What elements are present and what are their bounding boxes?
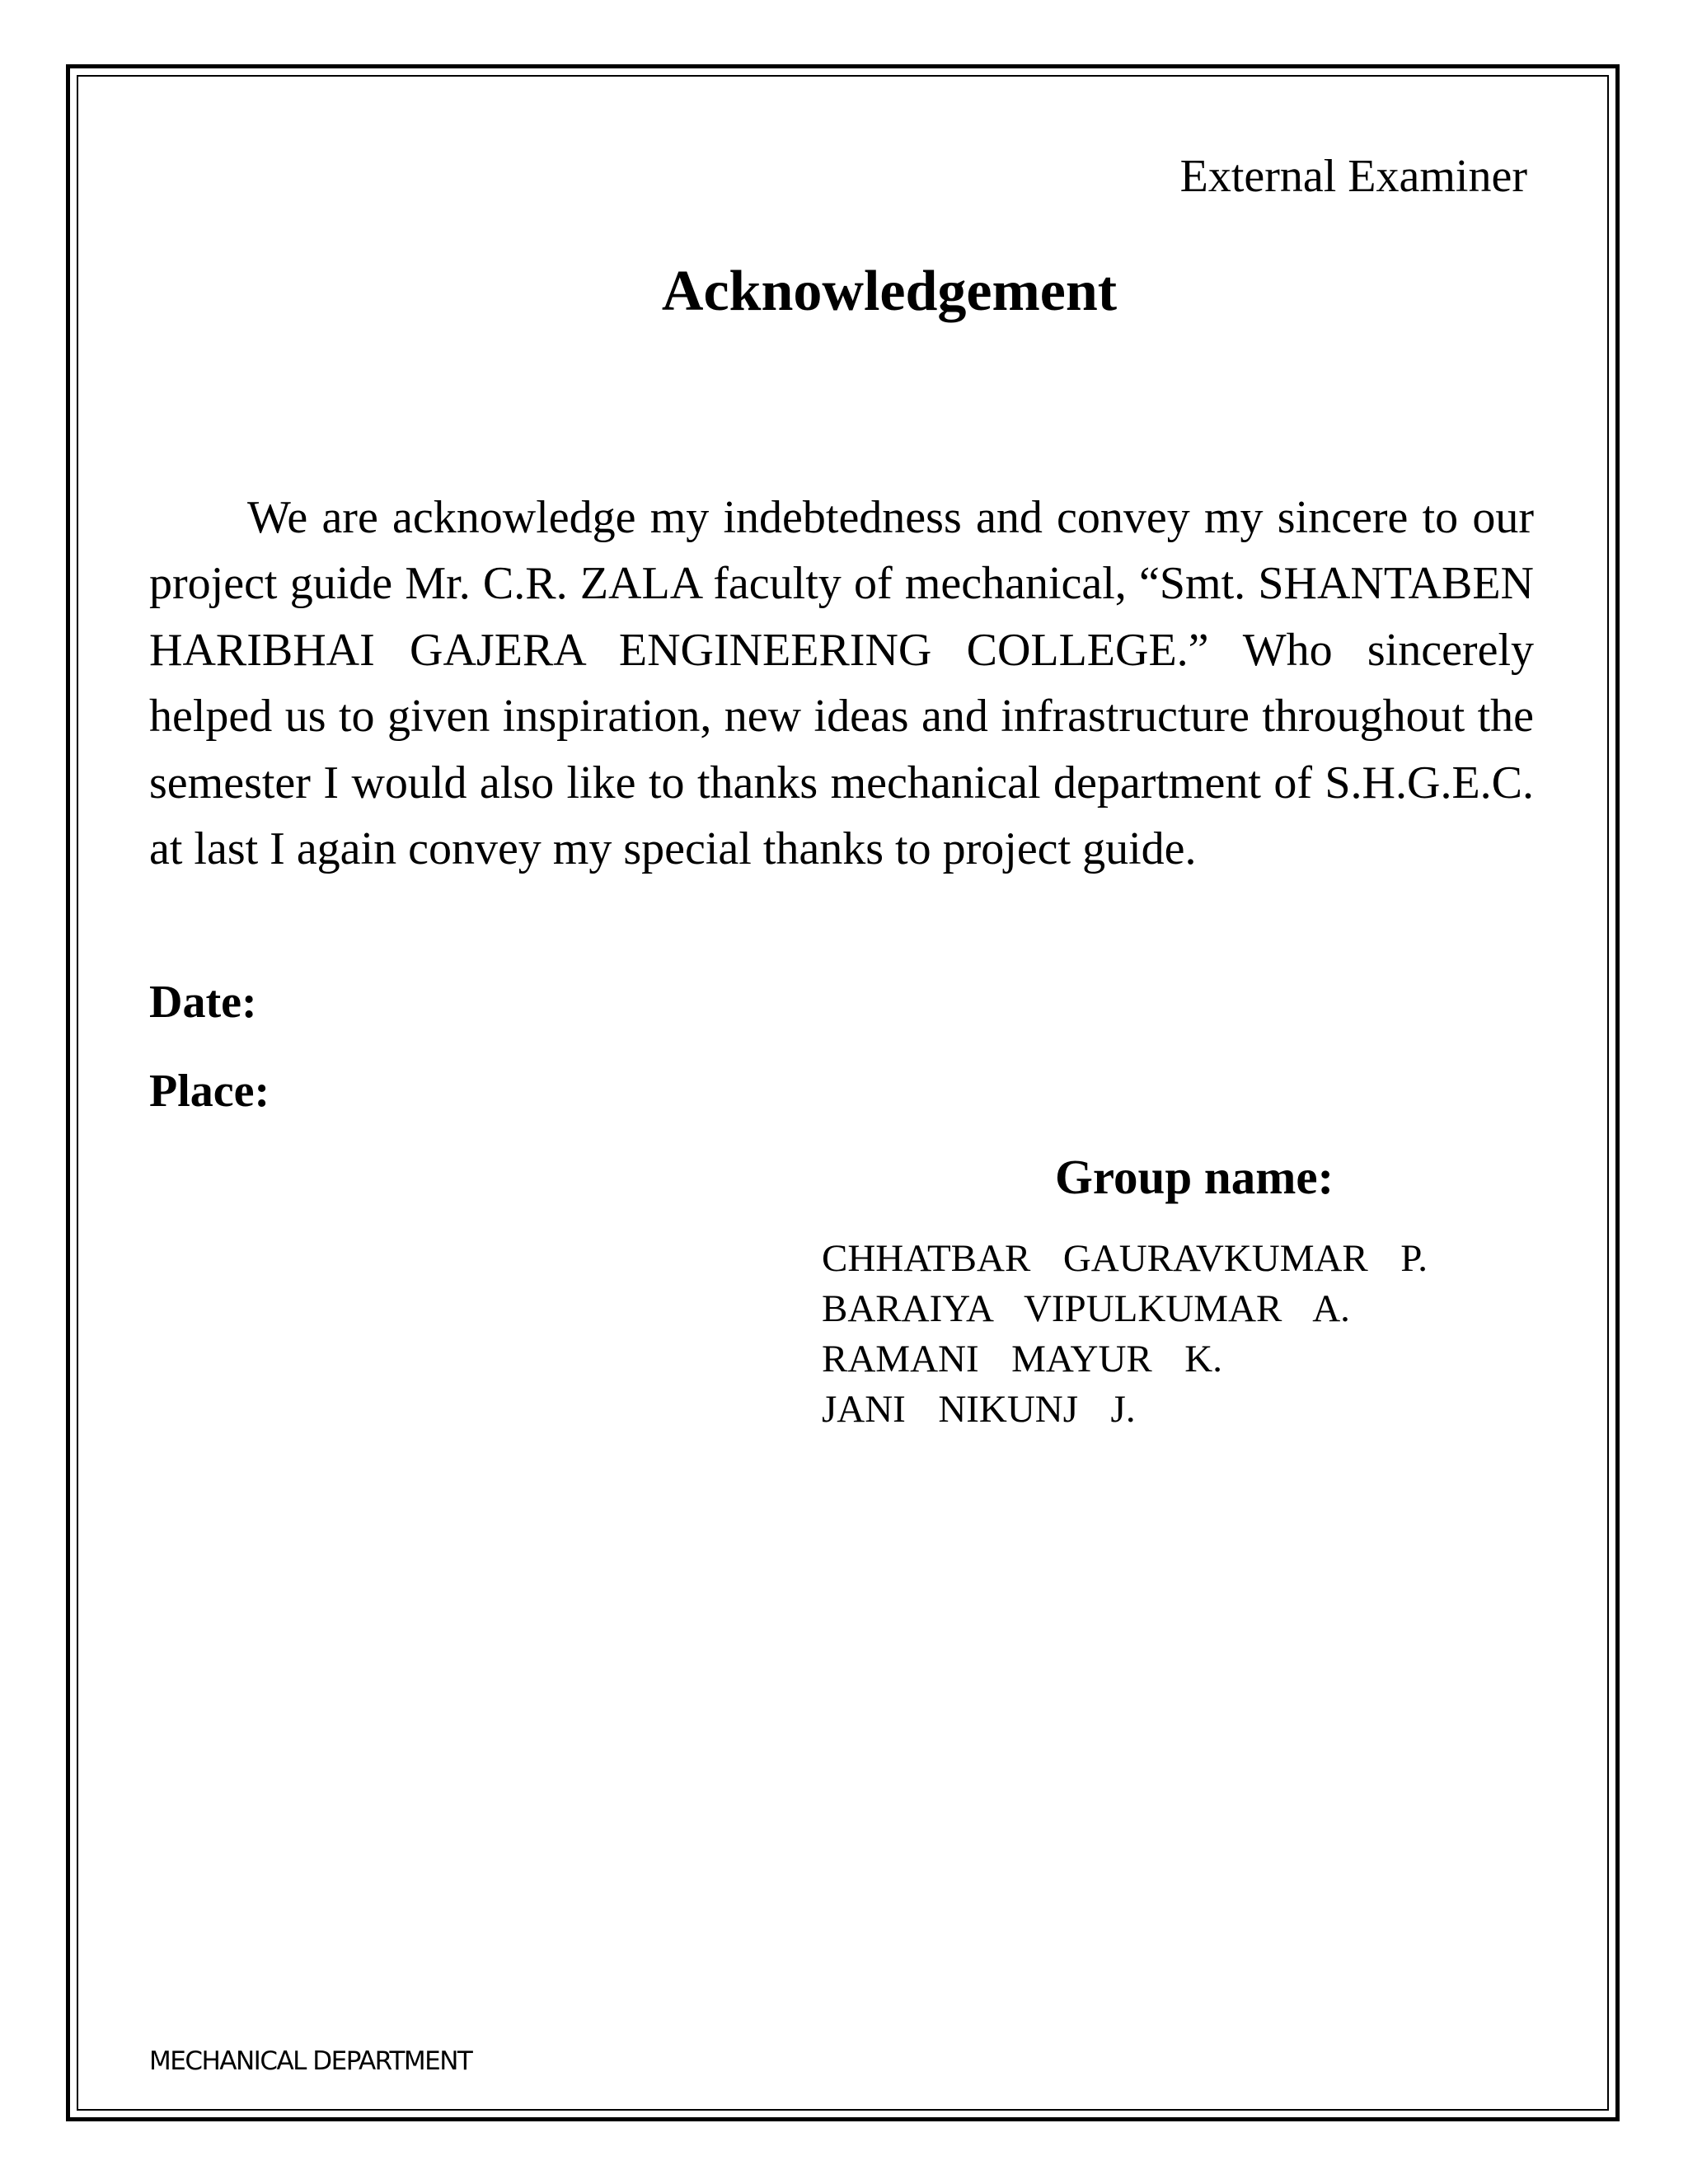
page-title: Acknowledgement bbox=[661, 260, 1118, 323]
group-member: BARAIYA VIPULKUMAR A. bbox=[822, 1287, 1350, 1330]
page-border-inner bbox=[77, 75, 1609, 2111]
date-label: Date: bbox=[149, 977, 257, 1028]
group-name-heading: Group name: bbox=[1055, 1150, 1334, 1204]
external-examiner-label: External Examiner bbox=[1179, 151, 1527, 202]
group-member: RAMANI MAYUR K. bbox=[822, 1338, 1222, 1380]
group-members-list bbox=[822, 1234, 1428, 1435]
page-footer: MECHANICAL DEPARTMENT bbox=[149, 2046, 472, 2076]
group-member: CHHATBAR GAURAVKUMAR P. bbox=[822, 1237, 1428, 1280]
place-label: Place: bbox=[149, 1066, 270, 1117]
group-member: JANI NIKUNJ J. bbox=[822, 1388, 1136, 1431]
acknowledgement-paragraph: We are acknowledge my indebtedness and convey my sincere to our project guide Mr. C.R. ZALA faculty of mechanical, “Smt. SHANTABEN HARIBHAI GAJERA ENGINEERING COLLEGE.” Who sincerely helped us to given inspiration, new ideas and infrastructure throughout the semester I would also like to thanks mechanical department of S.H.G.E.C. at last I again convey my special thanks to project guide. bbox=[149, 492, 1534, 875]
